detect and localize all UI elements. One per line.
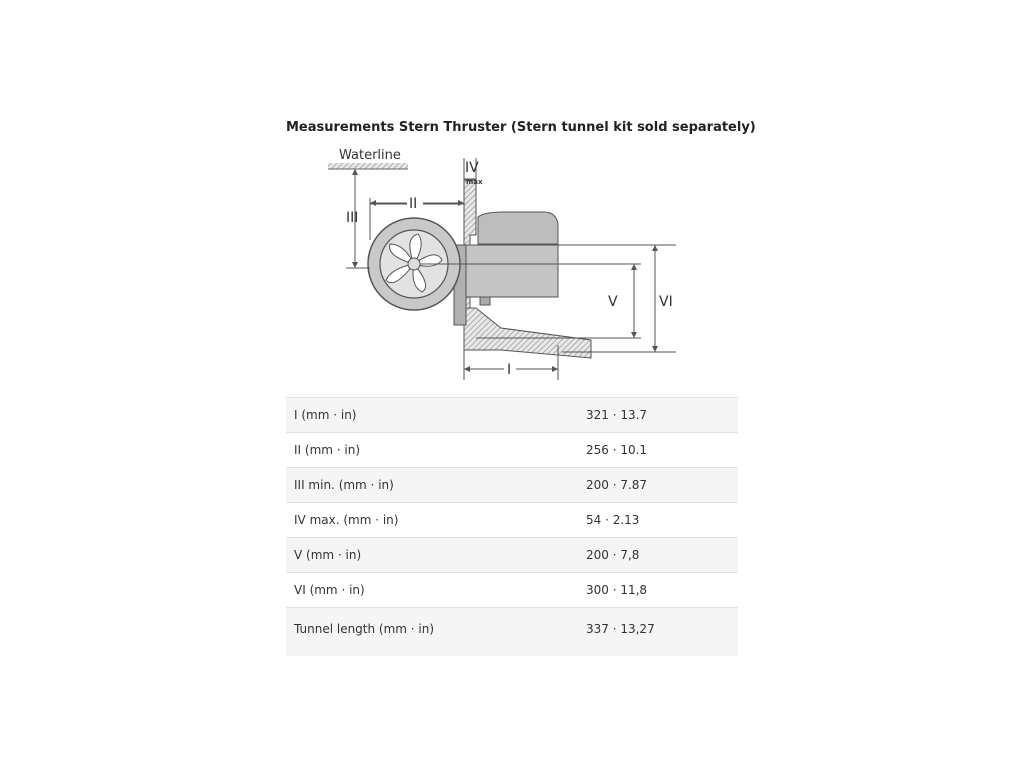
- dimension-IV: [464, 160, 483, 186]
- measurements-table: [286, 397, 738, 656]
- row-label: III min. (mm · in): [286, 468, 586, 503]
- label-III: III: [346, 210, 359, 226]
- row-value: 200 · 7.87: [586, 468, 738, 503]
- row-label: I (mm · in): [286, 398, 586, 433]
- row-label: V (mm · in): [286, 538, 586, 573]
- row-value: 321 · 13.7: [586, 398, 738, 433]
- table-row: [286, 468, 738, 503]
- row-label: Tunnel length (mm · in): [286, 608, 586, 657]
- label-VI: VI: [659, 294, 673, 310]
- waterline-hatch: [328, 163, 408, 169]
- dimension-I: [464, 360, 558, 378]
- dimension-V: [608, 264, 637, 338]
- table-row: [286, 503, 738, 538]
- page-title: Measurements Stern Thruster (Stern tunnel kit sold separately): [286, 120, 756, 135]
- waterline-label: Waterline: [339, 148, 401, 163]
- label-II: II: [409, 196, 418, 212]
- row-value: 256 · 10.1: [586, 433, 738, 468]
- row-label: IV max. (mm · in): [286, 503, 586, 538]
- row-value: 337 · 13,27: [586, 608, 738, 657]
- table-row: [286, 538, 738, 573]
- dimension-VI: [652, 245, 673, 352]
- table-row: [286, 573, 738, 608]
- row-value: 200 · 7,8: [586, 538, 738, 573]
- dimension-III: [346, 169, 358, 268]
- table-row: [286, 398, 738, 433]
- row-label: II (mm · in): [286, 433, 586, 468]
- row-value: 54 · 2.13: [586, 503, 738, 538]
- table-row: [286, 433, 738, 468]
- waterline: [328, 148, 408, 169]
- label-IV-max: max: [466, 178, 483, 186]
- table-row: [286, 608, 738, 657]
- row-label: VI (mm · in): [286, 573, 586, 608]
- stern-thruster-diagram: [286, 140, 738, 390]
- label-V: V: [608, 294, 618, 310]
- row-value: 300 · 11,8: [586, 573, 738, 608]
- label-IV: IV: [465, 160, 479, 176]
- label-I: I: [507, 362, 512, 378]
